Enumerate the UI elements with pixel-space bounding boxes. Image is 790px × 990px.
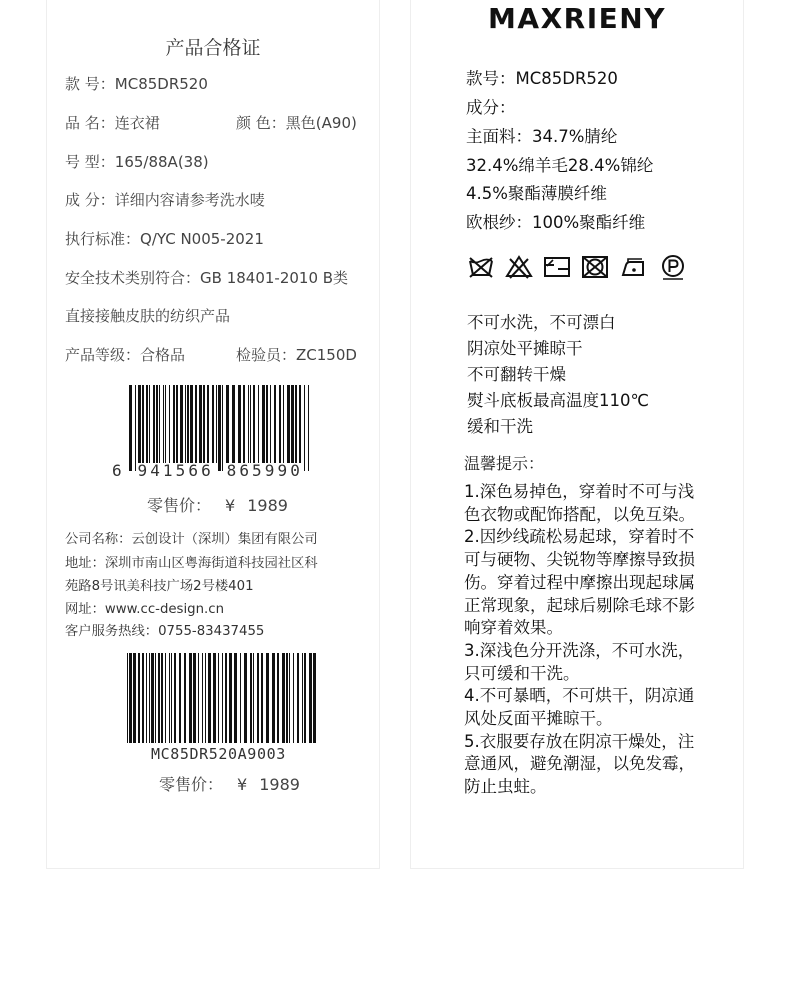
retail-price	[147, 493, 288, 516]
barcode-bar	[283, 385, 284, 463]
tips-list	[464, 481, 696, 799]
color-label: 颜 色：	[236, 114, 286, 132]
retail-price-label: 零售价：	[147, 496, 212, 515]
brand-logo: MAXRIENY	[488, 2, 666, 35]
barcode-bar	[159, 385, 160, 463]
barcode-bar	[185, 385, 186, 463]
composition-line-3: 4.5%聚酯薄膜纤维	[466, 184, 607, 203]
standard-row	[65, 228, 264, 249]
barcode-bar	[282, 653, 285, 743]
safety-value: GB 18401-2010 B类	[200, 269, 349, 287]
product-name-label: 品 名：	[65, 114, 115, 132]
inspector-label: 检验员：	[236, 346, 297, 364]
barcode-bar	[240, 653, 241, 743]
barcode-bar	[149, 653, 150, 743]
barcode-bar	[202, 653, 203, 743]
barcode-bar	[289, 653, 290, 743]
style-number-row	[65, 73, 208, 94]
barcode-bar	[205, 653, 206, 743]
barcode-bar	[203, 385, 205, 463]
composition-line-4: 欧根纱：100%聚酯纤维	[466, 213, 646, 232]
standard-label: 执行标准：	[65, 230, 141, 248]
barcode-bar	[189, 653, 192, 743]
barcode-bar	[250, 653, 252, 743]
barcode-bar	[198, 653, 199, 743]
barcode-bar	[286, 653, 288, 743]
sku-barcode-text: MC85DR520A9003	[151, 745, 286, 763]
company-address: 地址：深圳市南山区粤海街道科技园社区科	[65, 556, 318, 571]
barcode-bar	[272, 653, 275, 743]
grade-label: 产品等级：	[65, 346, 141, 364]
barcode-bar	[313, 653, 316, 743]
barcode-bar	[232, 385, 235, 463]
barcode-bar	[169, 385, 170, 463]
barcode-bar	[163, 385, 164, 463]
barcode-bar	[293, 653, 294, 743]
color-field	[236, 112, 357, 133]
care-instruction-3: 不可翻转干燥	[467, 365, 566, 384]
barcode-bar	[248, 385, 249, 463]
style-number-value: MC85DR520	[114, 75, 208, 93]
composition-label: 成 分：	[65, 191, 115, 209]
yen-symbol: ¥	[225, 496, 236, 515]
barcode-bar	[297, 653, 299, 743]
barcode-bar	[229, 653, 232, 743]
barcode-bar	[258, 385, 259, 463]
barcode-bar	[129, 385, 132, 471]
barcode-bar	[207, 385, 209, 463]
barcode-bar	[277, 653, 279, 743]
barcode-bar	[151, 653, 154, 743]
barcode-bar	[295, 385, 297, 463]
composition-line-1: 主面料：34.7%腈纶	[466, 127, 618, 146]
barcode-bar	[274, 385, 276, 463]
barcode-bar	[250, 385, 251, 463]
barcode-bar	[193, 653, 196, 743]
barcode-bar	[149, 385, 150, 463]
barcode-bar	[225, 653, 227, 743]
size-value: 165/88A(38)	[114, 153, 209, 171]
barcode-bar	[165, 653, 166, 743]
line-dry-shade-icon	[543, 253, 571, 281]
barcode-bar	[216, 385, 217, 463]
composition-title: 成分：	[466, 98, 516, 117]
ean-barcode-digits: 6 941566 865990	[112, 461, 303, 480]
barcode-bar	[234, 653, 237, 743]
barcode-bar	[304, 653, 306, 743]
grade-value: 合格品	[140, 346, 186, 364]
size-label: 号 型：	[65, 153, 115, 171]
barcode-bar	[226, 385, 229, 463]
barcode-bar	[135, 385, 136, 471]
barcode-bar	[176, 385, 178, 463]
no-tumble-dry-icon	[581, 253, 609, 281]
barcode-bar	[153, 385, 155, 463]
barcode-bar	[218, 653, 219, 743]
barcode-bar	[299, 385, 301, 463]
barcode-bar	[169, 653, 170, 743]
barcode-bar	[127, 653, 128, 743]
barcode-bar	[208, 653, 211, 743]
tip-5: 5.衣服要存放在阴凉干燥处，注意通风，避免潮湿，以免发霉，防止虫蛀。	[464, 731, 695, 797]
sku-barcode	[125, 653, 319, 745]
barcode-bar	[174, 653, 176, 743]
barcode-bar	[287, 385, 290, 463]
care-instruction-4: 熨斗底板最高温度110℃	[467, 391, 650, 410]
composition-line-2: 32.4%绵羊毛28.4%锦纶	[466, 156, 654, 175]
certificate-title: 产品合格证	[165, 37, 261, 59]
product-name-value: 连衣裙	[114, 114, 160, 132]
tip-3: 3.深浅色分开洗涤，不可水洗，只可缓和干洗。	[464, 640, 695, 683]
barcode-bar	[261, 653, 263, 743]
barcode-bar	[302, 653, 303, 743]
barcode-bar	[266, 653, 269, 743]
barcode-bar	[291, 385, 294, 463]
barcode-bar	[146, 385, 148, 463]
barcode-bar	[142, 385, 144, 463]
barcode-bar	[171, 653, 172, 743]
barcode-bar	[187, 385, 189, 463]
safety-continuation: 直接接触皮肤的纺织产品	[65, 307, 231, 325]
barcode-bar	[156, 385, 158, 463]
barcode-bar	[138, 385, 141, 463]
tips-title: 温馨提示：	[464, 454, 545, 473]
composition-row	[65, 189, 265, 210]
barcode-bar	[266, 385, 268, 463]
barcode-bar	[146, 653, 147, 743]
barcode-bar	[184, 653, 186, 743]
standard-value: Q/YC N005-2021	[140, 230, 264, 248]
barcode-bar	[213, 653, 216, 743]
yen-symbol-2: ¥	[237, 775, 248, 794]
ean-barcode	[127, 385, 313, 471]
barcode-bar	[257, 653, 259, 743]
no-bleach-icon	[505, 253, 533, 281]
barcode-bar	[155, 653, 156, 743]
barcode-bar	[161, 653, 163, 743]
care-label-tag	[410, 0, 744, 869]
dry-clean-p-icon	[659, 253, 687, 281]
barcode-bar	[309, 653, 312, 743]
safety-label: 安全技术类别符合：	[65, 269, 201, 287]
safety-row	[65, 267, 348, 288]
barcode-bar	[243, 385, 245, 463]
barcode-bar	[304, 385, 305, 471]
retail-price-2-label: 零售价：	[159, 775, 224, 794]
inspector-value: ZC150D	[296, 346, 357, 364]
care-symbols	[467, 253, 697, 283]
barcode-bar	[138, 653, 140, 743]
retail-price-2-value: 1989	[259, 775, 300, 794]
barcode-bar	[165, 385, 166, 463]
product-certificate-tag	[46, 0, 380, 869]
barcode-bar	[253, 385, 255, 463]
tip-1: 1.深色易掉色，穿着时不可与浅色衣物或配饰搭配，以免互染。	[464, 482, 695, 524]
barcode-bar	[244, 653, 247, 743]
inspector-field	[236, 344, 357, 365]
no-wash-icon	[467, 253, 495, 281]
barcode-bar	[308, 385, 309, 471]
barcode-bar	[158, 653, 160, 743]
barcode-bar	[262, 385, 265, 463]
barcode-bar	[142, 653, 144, 743]
grade-inspector-row	[65, 344, 365, 365]
barcode-bar	[173, 385, 175, 463]
color-value: 黑色(A90)	[285, 114, 357, 132]
barcode-bar	[212, 385, 214, 463]
iron-110-icon	[619, 253, 647, 281]
name-color-row	[65, 112, 365, 133]
style-number-label: 款 号：	[65, 75, 115, 93]
company-hotline: 客户服务热线：0755-83437455	[65, 624, 265, 639]
barcode-bar	[190, 385, 193, 463]
barcode-bar	[195, 385, 197, 463]
size-row	[65, 151, 209, 172]
barcode-bar	[133, 653, 136, 743]
company-name: 公司名称：云创设计（深圳）集团有限公司	[65, 532, 318, 547]
barcode-bar	[199, 385, 202, 463]
composition-value: 详细内容请参考洗水唛	[114, 191, 265, 209]
barcode-bar	[180, 385, 183, 463]
company-address-cont: 苑路8号讯美科技广场2号楼401	[65, 579, 254, 594]
tip-2: 2.因纱线疏松易起球，穿着时不可与硬物、尖锐物等摩擦导致损伤。穿着过程中摩擦出现起球属正常现象，起球后剔除毛球不影响穿着效果。	[464, 527, 695, 638]
barcode-bar	[222, 653, 223, 743]
barcode-bar	[279, 385, 281, 463]
retail-price-2	[159, 772, 300, 795]
barcode-bar	[179, 653, 181, 743]
barcode-bar	[129, 653, 132, 743]
care-instruction-5: 缓和干洗	[467, 417, 533, 436]
barcode-bar	[270, 385, 271, 463]
retail-price-value: 1989	[247, 496, 288, 515]
barcode-bar	[218, 385, 221, 471]
care-instruction-2: 阴凉处平摊晾干	[467, 339, 583, 358]
care-instruction-1: 不可水洗，不可漂白	[467, 313, 616, 332]
tip-4: 4.不可暴晒，不可烘干，阴凉通风处反面平摊晾干。	[464, 686, 695, 729]
barcode-bar	[253, 653, 254, 743]
barcode-bar	[238, 385, 241, 463]
style-number-line: 款号：MC85DR520	[466, 69, 618, 88]
barcode-bar	[222, 385, 223, 471]
company-website: 网址：www.cc-design.cn	[65, 602, 225, 617]
